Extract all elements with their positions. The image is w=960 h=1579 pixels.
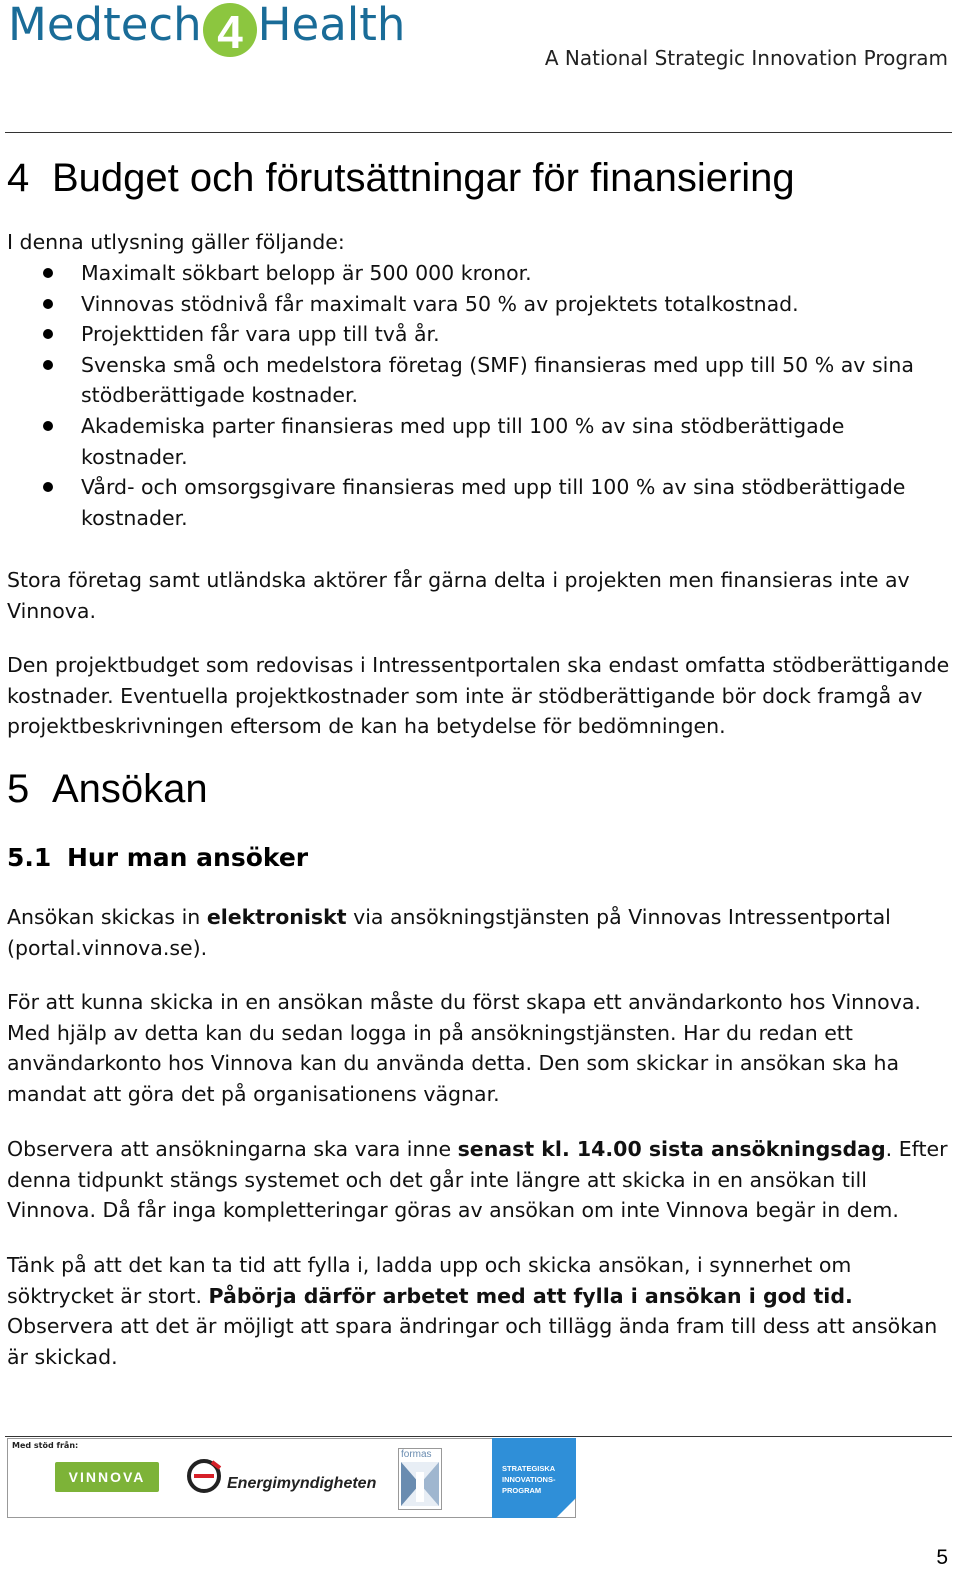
page-number: 5 <box>936 1546 948 1569</box>
section-5-1-heading <box>7 843 308 873</box>
header-divider <box>5 132 952 133</box>
section-4-heading <box>7 155 795 201</box>
medtech4health-logo <box>8 0 405 66</box>
footer-divider <box>5 1436 952 1437</box>
bullet-icon <box>43 482 53 492</box>
section-4-number: 4 <box>7 156 30 200</box>
logo-four-icon <box>202 2 258 58</box>
large-companies-paragraph: Stora företag samt utländska aktörer får gärna delta i projekten men finansieras inte av Vinnova. <box>7 568 910 623</box>
logo-text-medtech: Medtech <box>8 0 202 51</box>
list-item: Vinnovas stödnivå får maximalt vara 50 % av projektets totalkostnad. <box>7 289 952 320</box>
program-tagline: A National Strategic Innovation Program <box>544 46 948 70</box>
list-item: Akademiska parter finansieras med upp till 100 % av sina stödberättigade kostnader. <box>7 411 952 472</box>
logo-text-health: Health <box>257 0 406 51</box>
section-5-1-title: Hur man ansöker <box>67 843 309 872</box>
bullet-icon <box>43 329 53 339</box>
vinnova-logo: VINNOVA <box>55 1462 159 1492</box>
bullet-icon <box>43 268 53 278</box>
list-item: Maximalt sökbart belopp är 500 000 kronor. <box>7 258 952 289</box>
budget-paragraph: Den projektbudget som redovisas i Intressentportalen ska endast omfatta stödberättigande kostnader. Eventuella projektkostnader som inte är stödberättigande bör dock framgå av projektbeskrivningen eftersom de kan ha betydelse för bedömningen. <box>7 653 950 739</box>
energimyndigheten-icon <box>186 1458 222 1494</box>
svg-text:4: 4 <box>216 6 243 58</box>
support-label: Med stöd från: <box>12 1441 79 1450</box>
formas-emblem-icon <box>401 1462 439 1506</box>
section-4-title: Budget och förutsättningar för finansiering <box>52 156 795 200</box>
list-item: Vård- och omsorgsgivare finansieras med upp till 100 % av sina stödberättigade kostnader. <box>7 472 952 533</box>
deadline-paragraph: Observera att ansökningarna ska vara inne senast kl. 14.00 sista ansökningsdag. Efter denna tidpunkt stängs systemet och det går inte längre att skicka in en ansökan till Vinnova. Då får inga kompletteringar göras av ansökan om inte Vinnova begär in dem. <box>7 1137 948 1223</box>
section-5-1-number: 5.1 <box>7 843 52 872</box>
section-4-intro: I denna utlysning gäller följande: <box>7 230 345 254</box>
section-5-number: 5 <box>7 767 30 811</box>
criteria-list <box>7 258 952 533</box>
section-5-heading <box>7 766 208 812</box>
list-item: Svenska små och medelstora företag (SMF) finansieras med upp till 50 % av sina stödberättigade kostnader. <box>7 350 952 411</box>
sip-logo-text: STRATEGISKA INNOVATIONS-PROGRAM <box>502 1464 556 1495</box>
list-item: Projekttiden får vara upp till två år. <box>7 319 952 350</box>
bullet-icon <box>43 421 53 431</box>
bullet-icon <box>43 299 53 309</box>
timing-paragraph: Tänk på att det kan ta tid att fylla i, ladda upp och skicka ansökan, i synnerhet om söktrycket är stort. Påbörja därför arbetet med att fylla i ansökan i god tid. Observera att det är möjligt att spara ändringar och tillägg ända fram till dess att ansökan är skickad. <box>7 1253 938 1369</box>
section-5-title: Ansökan <box>52 767 208 811</box>
submission-paragraph: Ansökan skickas in elektroniskt via ansökningstjänsten på Vinnovas Intressentportal (portal.vinnova.se). <box>7 905 891 960</box>
bullet-icon <box>43 360 53 370</box>
account-paragraph: För att kunna skicka in en ansökan måste du först skapa ett användarkonto hos Vinnova. Med hjälp av detta kan du sedan logga in på ansökningstjänsten. Har du redan ett användarkonto hos Vinnova kan du använda detta. Den som skickar in ansökan ska ha mandat att göra det på organisationens vägnar. <box>7 990 921 1106</box>
formas-label: formas <box>401 1449 432 1460</box>
energimyndigheten-logo: Energimyndigheten <box>227 1475 377 1492</box>
